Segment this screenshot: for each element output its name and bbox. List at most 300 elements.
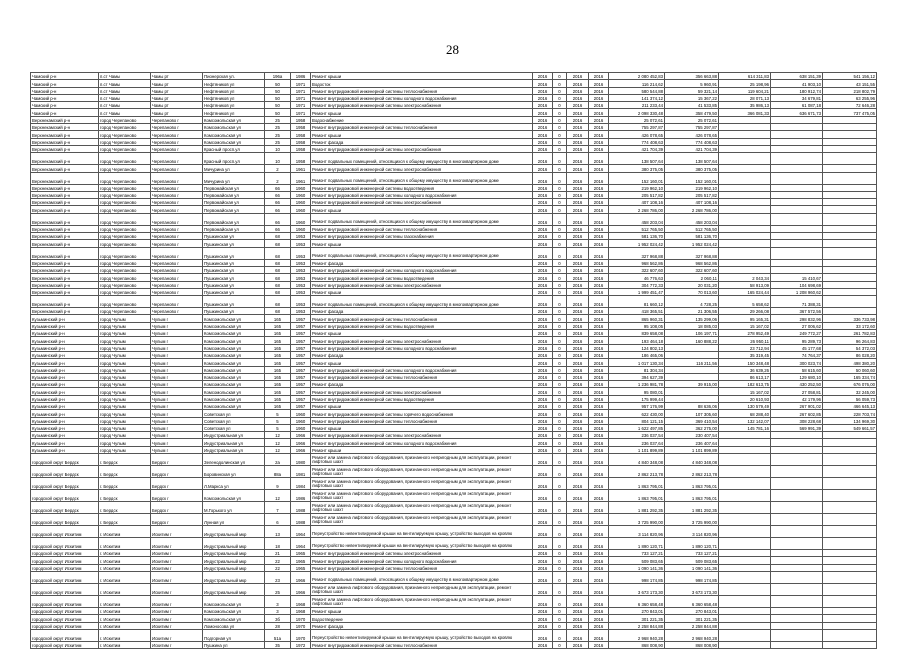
year-a-cell: 2016 [533,206,553,213]
cost-4-cell [823,153,877,165]
locality-cell: Бердск г [151,502,203,514]
work-cell: Ремонт подвальных помещений, относящихся к общему имуществу в многоквартирном доме [311,571,533,583]
cost-3-cell [771,595,823,607]
total-cost-cell: 327 968,88 [609,247,665,259]
flag-cell: 0 [553,417,567,424]
cost-1-cell: 2 862 213,78 [665,466,719,478]
year-c-cell: 2016 [567,622,589,629]
work-cell: Ремонт крыши [311,73,533,80]
cost-1-cell: 1 952 024,42 [665,240,719,247]
flag-cell: 0 [553,439,567,446]
district-cell: Верхнекамский р-н [31,191,99,198]
settlement-cell: город Чулым [99,381,151,388]
street-cell: Первомайская ул [203,225,265,232]
total-cost-cell: 580 544,88 [609,87,665,94]
year-c-cell: 2016 [567,109,589,116]
cost-4-cell [823,131,877,138]
cost-1-cell: 135 299,06 [665,315,719,322]
cost-2-cell [719,615,771,622]
locality-cell: Черепаново г [151,145,203,152]
cost-1-cell: 160 888,22 [665,337,719,344]
settlement-cell: г. Искитим [99,557,151,564]
street-cell: М.Горького ул [203,502,265,514]
table-row [31,73,877,80]
year-c-cell: 2016 [567,478,589,490]
year-c-cell: 2016 [567,274,589,281]
year-a-cell: 2016 [533,490,553,502]
work-cell: Ремонт внутридомовой инженерной системы электроснабжения [311,281,533,288]
year-a-cell: 2016 [533,288,553,295]
year-a-cell: 2016 [533,478,553,490]
cost-1-cell: 219 962,10 [665,184,719,191]
work-cell: Ремонт фасада [311,138,533,145]
year-a-cell: 2016 [533,615,553,622]
table-row [31,417,877,424]
street-cell: Нефтяников ул [203,109,265,116]
table-row [31,381,877,388]
locality-cell: Чулым г [151,424,203,431]
cost-1-cell [665,388,719,395]
year-a-cell: 2016 [533,308,553,315]
locality-cell: Чулым г [151,439,203,446]
flag-cell: 0 [553,583,567,595]
cost-4-cell: 549 661,57 [823,424,877,431]
year-c-cell: 2016 [567,538,589,550]
flag-cell: 0 [553,145,567,152]
cost-4-cell [823,172,877,184]
year-e-cell: 2016 [589,240,609,247]
settlement-cell: п.ст Чамы [99,80,151,87]
district-cell: Кузьминский р-н [31,402,99,409]
house-cell: 25 [265,131,291,138]
house-cell: 165 [265,359,291,366]
year-c-cell: 2016 [567,359,589,366]
district-cell: Верхнекамский р-н [31,288,99,295]
street-cell: Первомайская ул [203,206,265,213]
table-row [31,564,877,571]
year-cell: 1964 [291,538,311,550]
work-cell: Ремонт подвальных помещений, относящихся к общему имуществу в многоквартирном доме [311,296,533,308]
locality-cell: Черепаново г [151,281,203,288]
settlement-cell: город Чулым [99,373,151,380]
street-cell: Нефтяников ул [203,94,265,101]
year-c-cell: 2016 [567,446,589,453]
settlement-cell: город Черепаново [99,266,151,273]
cost-1-cell: 4 840 348,08 [665,454,719,466]
house-cell: 51а [265,629,291,641]
street-cell: Пушкинская ул [203,259,265,266]
district-cell: городской округ Искитим [31,629,99,641]
settlement-cell: город Черепаново [99,165,151,172]
work-cell: Ремонт внутридомовой инженерной системы электроснабжения [311,199,533,206]
cost-4-cell [823,213,877,225]
year-a-cell: 2016 [533,274,553,281]
flag-cell: 0 [553,615,567,622]
street-cell: Пионерская ул. [203,73,265,80]
cost-2-cell: 150 348,48 [719,359,771,366]
locality-cell: Чулым г [151,344,203,351]
district-cell: городской округ Бердск [31,466,99,478]
cost-2-cell [719,165,771,172]
year-a-cell: 2016 [533,641,553,648]
table-row [31,622,877,629]
work-cell: Ремонт подвальных помещений, относящихся к общему имуществу в многоквартирном доме [311,172,533,184]
cost-2-cell [719,116,771,123]
work-cell: Ремонт внутридомовой инженерной системы водоотведения [311,274,533,281]
street-cell: Комсомольская ул [203,344,265,351]
settlement-cell: город Черепаново [99,184,151,191]
cost-1-cell: 15 367,22 [665,94,719,101]
cost-3-cell [771,454,823,466]
flag-cell: 0 [553,550,567,557]
district-cell: Кузьминский р-н [31,366,99,373]
year-a-cell: 2016 [533,432,553,439]
work-cell: Ремонт внутридомовой инженерной системы теплоснабжения [311,225,533,232]
year-e-cell: 2016 [589,116,609,123]
district-cell: Кузьминский р-н [31,410,99,417]
district-cell: Кузьминский р-н [31,439,99,446]
house-cell: 68 [265,259,291,266]
locality-cell: Черепаново г [151,259,203,266]
street-cell: Индустриальный мкр [203,564,265,571]
cost-4-cell [823,607,877,614]
cost-2-cell [719,233,771,240]
year-e-cell: 2016 [589,266,609,273]
total-cost-cell: 3 725 990,00 [609,514,665,526]
flag-cell: 0 [553,288,567,295]
settlement-cell: город Чулым [99,402,151,409]
year-c-cell: 2016 [567,138,589,145]
total-cost-cell: 421 704,39 [609,145,665,152]
cost-1-cell: 968 562,86 [665,259,719,266]
year-c-cell: 2016 [567,80,589,87]
year-e-cell: 2016 [589,417,609,424]
year-e-cell: 2016 [589,439,609,446]
cost-4-cell: 96 264,83 [823,337,877,344]
work-cell: Ремонт крыши [311,240,533,247]
settlement-cell: город Черепаново [99,191,151,198]
house-cell: 165 [265,388,291,395]
total-cost-cell: 968 562,86 [609,259,665,266]
work-cell: Ремонт или замена лифтового оборудования, признанного непригодным для эксплуатации, ремонт лифтовых шахт [311,454,533,466]
house-cell: 5 [265,410,291,417]
cost-2-cell: 86 613,17 [719,373,771,380]
year-e-cell: 2016 [589,233,609,240]
cost-2-cell: 278 952,49 [719,330,771,337]
work-cell: Ремонт внутридомовой инженерной системы электроснабжения [311,432,533,439]
year-a-cell: 2016 [533,131,553,138]
year-c-cell: 2016 [567,607,589,614]
flag-cell: 0 [553,514,567,526]
locality-cell: Чамы рт [151,109,203,116]
year-a-cell: 2016 [533,247,553,259]
locality-cell: Черепаново г [151,199,203,206]
flag-cell: 0 [553,446,567,453]
district-cell: Кузьминский р-н [31,432,99,439]
cost-3-cell: 74 764,37 [771,351,823,358]
settlement-cell: город Чулым [99,432,151,439]
table-row [31,259,877,266]
cost-1-cell: 407 108,16 [665,199,719,206]
cost-2-cell [719,478,771,490]
work-cell: Ремонт внутридомовой инженерной системы газоснабжения [311,233,533,240]
house-cell: 13 [265,526,291,538]
table-row [31,102,877,109]
cost-2-cell [719,490,771,502]
settlement-cell: город Черепаново [99,233,151,240]
street-cell: Комсомольская ул [203,322,265,329]
year-e-cell: 2016 [589,288,609,295]
locality-cell: Искитим г [151,550,203,557]
year-cell: 1966 [291,583,311,595]
cost-2-cell [719,266,771,273]
year-a-cell: 2016 [533,514,553,526]
work-cell: Переустройство невентилируемой крыши на вентилируемую крышу, устройство выходов на кровлю [311,629,533,641]
year-c-cell: 2016 [567,351,589,358]
cost-3-cell: 267 602,85 [771,410,823,417]
locality-cell: Чулым г [151,359,203,366]
total-cost-cell: 205 517,82 [609,191,665,198]
year-cell: 1970 [291,615,311,622]
district-cell: Верхнекамский р-н [31,172,99,184]
cost-4-cell [823,564,877,571]
year-cell: 1958 [291,116,311,123]
year-cell: 1957 [291,315,311,322]
flag-cell: 0 [553,315,567,322]
district-cell: Кузьминский р-н [31,381,99,388]
table-row [31,366,877,373]
cost-2-cell [719,184,771,191]
year-c-cell: 2016 [567,564,589,571]
cost-3-cell: 249 772,27 [771,330,823,337]
year-e-cell: 2016 [589,359,609,366]
cost-2-cell [719,550,771,557]
year-e-cell: 2016 [589,432,609,439]
year-c-cell: 2016 [567,615,589,622]
year-c-cell: 2016 [567,213,589,225]
total-cost-cell: 1 236 981,78 [609,381,665,388]
total-cost-cell: 95 108,05 [609,322,665,329]
year-a-cell: 2016 [533,595,553,607]
house-cell: 6 [265,514,291,526]
district-cell: городской округ Искитим [31,595,99,607]
flag-cell: 0 [553,281,567,288]
locality-cell: Черепаново г [151,296,203,308]
cost-2-cell: 25 198,96 [719,80,771,87]
year-c-cell: 2016 [567,514,589,526]
table-row [31,233,877,240]
year-e-cell: 2016 [589,502,609,514]
year-a-cell: 2016 [533,94,553,101]
locality-cell: Искитим г [151,571,203,583]
street-cell: Комсомольская ул [203,351,265,358]
flag-cell: 0 [553,330,567,337]
table-row [31,296,877,308]
district-cell: городской округ Бердск [31,478,99,490]
year-a-cell: 2016 [533,296,553,308]
settlement-cell: п.ст Чамы [99,94,151,101]
flag-cell: 0 [553,381,567,388]
district-cell: Кузьминский р-н [31,359,99,366]
street-cell: Первомайская ул [203,213,265,225]
district-cell: городской округ Искитим [31,622,99,629]
cost-1-cell: 356 663,88 [665,73,719,80]
year-a-cell: 2016 [533,315,553,322]
district-cell: Чамский р-н [31,80,99,87]
cost-2-cell: 58 913,09 [719,281,771,288]
cost-2-cell [719,514,771,526]
year-cell: 1953 [291,281,311,288]
cost-1-cell: 41 533,85 [665,102,719,109]
year-c-cell: 2016 [567,595,589,607]
work-cell: Ремонт внутридомовой инженерной системы водоотведения [311,322,533,329]
cost-4-cell [823,641,877,648]
locality-cell: Чулым г [151,330,203,337]
cost-1-cell: 1 890 120,71 [665,538,719,550]
district-cell: Кузьминский р-н [31,417,99,424]
year-e-cell: 2016 [589,446,609,453]
locality-cell: Чулым г [151,373,203,380]
house-cell: 165 [265,315,291,322]
cost-3-cell: 300 023,74 [771,359,823,366]
year-a-cell: 2016 [533,388,553,395]
year-cell: 1958 [291,131,311,138]
work-cell: Ремонт фасада [311,351,533,358]
cost-3-cell [771,199,823,206]
street-cell: Комсомольская ул [203,337,265,344]
house-cell: 22 [265,557,291,564]
year-e-cell: 2016 [589,259,609,266]
year-c-cell: 2016 [567,153,589,165]
year-a-cell: 2016 [533,526,553,538]
total-cost-cell: 270 843,01 [609,607,665,614]
street-cell: Пушкина ул [203,641,265,648]
total-cost-cell: 1 999 451,47 [609,288,665,295]
settlement-cell: город Чулым [99,395,151,402]
settlement-cell: г. Искитим [99,526,151,538]
cost-3-cell: 95 289,73 [771,337,823,344]
house-cell: 165 [265,373,291,380]
year-c-cell: 2016 [567,131,589,138]
cost-2-cell [719,138,771,145]
street-cell: Советская ул [203,410,265,417]
cost-4-cell [823,583,877,595]
cost-4-cell: 56 059,73 [823,395,877,402]
total-cost-cell: 998 174,85 [609,571,665,583]
cost-2-cell: 68 288,40 [719,410,771,417]
house-cell: 5 [265,424,291,431]
cost-3-cell: 430 252,50 [771,381,823,388]
street-cell: Комсомольская ул [203,402,265,409]
table-row [31,191,877,198]
year-e-cell: 2016 [589,172,609,184]
year-cell: 1971 [291,80,311,87]
year-cell: 1953 [291,259,311,266]
year-e-cell: 2016 [589,225,609,232]
locality-cell: Искитим г [151,557,203,564]
settlement-cell: город Чулым [99,344,151,351]
year-a-cell: 2016 [533,145,553,152]
year-e-cell: 2016 [589,308,609,315]
cost-4-cell: 541 156,12 [823,73,877,80]
district-cell: городской округ Бердск [31,514,99,526]
locality-cell: Черепаново г [151,165,203,172]
house-cell: 68 [265,288,291,295]
cost-1-cell: 5 960,91 [665,80,719,87]
cost-1-cell: 774 408,63 [665,138,719,145]
locality-cell: Чамы рт [151,94,203,101]
year-c-cell: 2016 [567,296,589,308]
total-cost-cell: 2 968 940,28 [609,629,665,641]
year-cell: 1960 [291,424,311,431]
flag-cell: 0 [553,466,567,478]
year-c-cell: 2016 [567,583,589,595]
year-a-cell: 2016 [533,571,553,583]
cost-4-cell [823,240,877,247]
total-cost-cell: 301 221,35 [609,615,665,622]
year-a-cell: 2016 [533,172,553,184]
street-cell: Пушкинская ул [203,274,265,281]
house-cell: 3 [265,595,291,607]
district-cell: Верхнекамский р-н [31,138,99,145]
cost-3-cell: 15 410,67 [771,274,823,281]
cost-1-cell [665,366,719,373]
table-row [31,490,877,502]
year-e-cell: 2016 [589,344,609,351]
cost-3-cell [771,478,823,490]
year-e-cell: 2016 [589,629,609,641]
year-c-cell: 2016 [567,116,589,123]
cost-1-cell: 426 078,65 [665,131,719,138]
table-row [31,502,877,514]
year-c-cell: 2016 [567,288,589,295]
year-cell: 1957 [291,381,311,388]
locality-cell: Черепаново г [151,247,203,259]
total-cost-cell: 138 507,64 [609,153,665,165]
locality-cell: Чамы рт [151,87,203,94]
flag-cell: 0 [553,641,567,648]
year-c-cell: 2016 [567,388,589,395]
house-cell: 68 [265,274,291,281]
total-cost-cell: 4 840 348,08 [609,454,665,466]
district-cell: Верхнекамский р-н [31,165,99,172]
district-cell: Верхнекамский р-н [31,247,99,259]
table-row [31,466,877,478]
house-cell: 50 [265,109,291,116]
year-a-cell: 2016 [533,446,553,453]
district-cell: Чамский р-н [31,94,99,101]
cost-3-cell [771,583,823,595]
cost-3-cell [771,514,823,526]
year-e-cell: 2016 [589,330,609,337]
total-cost-cell: 2 258 844,88 [609,622,665,629]
street-cell: Индустриальная ул [203,446,265,453]
cost-4-cell [823,288,877,295]
year-cell: 1953 [291,266,311,273]
cost-1-cell: 3 673 173,30 [665,583,719,595]
flag-cell: 0 [553,191,567,198]
total-cost-cell: 804 121,15 [609,417,665,424]
total-cost-cell: 81 304,34 [609,366,665,373]
house-cell: 12 [265,432,291,439]
settlement-cell: г. Искитим [99,595,151,607]
table-row [31,87,877,94]
house-cell: 68 [265,233,291,240]
table-row [31,165,877,172]
cost-3-cell: 180 912,74 [771,87,823,94]
cost-3-cell: 45 177,68 [771,344,823,351]
cost-1-cell: 581 136,70 [665,233,719,240]
